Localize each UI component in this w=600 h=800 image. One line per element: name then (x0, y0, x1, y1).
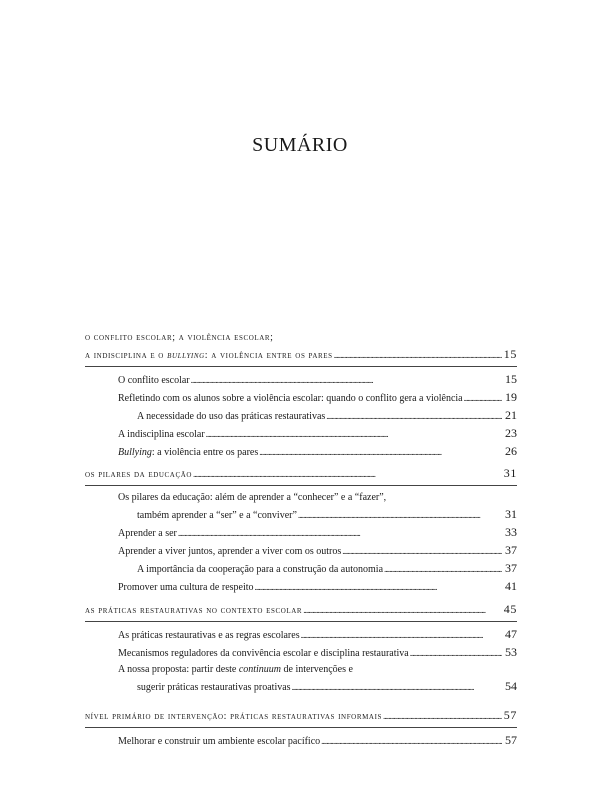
leader-dots (193, 466, 502, 483)
toc-entry[interactable] (85, 371, 517, 389)
leader-dots (334, 347, 502, 364)
entry-title: Aprender a viver juntos, aprender a viver com os outros (118, 546, 342, 557)
chapter-entry-1[interactable] (85, 346, 517, 364)
leader-dots (464, 390, 502, 407)
leader-dots (298, 507, 502, 524)
leader-dots (410, 645, 502, 662)
toc-entry[interactable] (85, 626, 517, 644)
page-number: 33 (505, 525, 517, 539)
page-number: 41 (505, 579, 517, 593)
page-number: 57 (503, 708, 517, 722)
leader-dots (301, 627, 502, 644)
chapter-title: as práticas restaurativas no contexto escolar (85, 605, 303, 616)
entry-title: Aprender a ser (118, 528, 177, 539)
page-number: 57 (505, 733, 517, 747)
divider (85, 621, 517, 622)
leader-dots (259, 444, 502, 461)
page-number: 21 (505, 408, 517, 422)
entry-title: Promover uma cultura de respeito (118, 582, 254, 593)
leader-dots (191, 372, 502, 389)
entry-title: A necessidade do uso das práticas restaurativas (137, 411, 326, 422)
leader-dots (321, 733, 502, 750)
page-number: 45 (503, 602, 517, 616)
page-number: 23 (505, 426, 517, 440)
toc-section-1 (85, 330, 517, 461)
toc-entry[interactable] (85, 578, 517, 596)
entry-title: Melhorar e construir um ambiente escolar pacífico (118, 736, 321, 747)
leader-dots (383, 708, 502, 725)
toc-section-2 (85, 465, 517, 596)
chapter-entry-4[interactable] (85, 707, 517, 725)
entry-title: Refletindo com os alunos sobre a violência escolar: quando o conflito gera a violência (118, 393, 463, 404)
entry-title: sugerir práticas restaurativas proativas (137, 682, 291, 693)
toc-section-3 (85, 601, 517, 696)
page-title: SUMÁRIO (252, 134, 348, 156)
leader-dots (255, 579, 502, 596)
page-number: 53 (505, 645, 517, 659)
toc-section-4 (85, 707, 517, 750)
toc-entry[interactable] (85, 678, 517, 696)
chapter-entry-3[interactable] (85, 601, 517, 619)
divider (85, 366, 517, 367)
page-number: 47 (505, 627, 517, 641)
page-number: 26 (505, 444, 517, 458)
entry-title-line1: A nossa proposta: partir deste continuum de intervenções e (118, 664, 353, 675)
chapter-title-line1: o conflito escolar; a violência escolar; (85, 332, 274, 343)
page-number: 31 (505, 507, 517, 521)
page-number: 15 (503, 347, 517, 361)
toc-entry[interactable] (85, 389, 517, 407)
page-number: 37 (505, 561, 517, 575)
entry-title: Bullying: a violência entre os pares (118, 447, 259, 458)
leader-dots (292, 679, 502, 696)
toc-entry[interactable] (85, 425, 517, 443)
entry-title: também aprender a “ser” e a “conviver” (137, 510, 297, 521)
toc-entry[interactable] (85, 506, 517, 524)
entry-title: A indisciplina escolar (118, 429, 205, 440)
leader-dots (206, 426, 502, 443)
page-number: 31 (503, 466, 517, 480)
divider (85, 485, 517, 486)
toc-entry[interactable] (85, 443, 517, 461)
chapter-title: nível primário de intervenção: práticas restaurativas informais (85, 711, 383, 722)
leader-dots (303, 602, 502, 619)
chapter-title-line2: a indisciplina e o bullying: a violência entre os pares (85, 350, 333, 361)
leader-dots (342, 543, 502, 560)
leader-dots (384, 561, 502, 578)
page-number: 54 (505, 679, 517, 693)
leader-dots (326, 408, 502, 425)
page-number: 19 (505, 390, 517, 404)
toc-entry[interactable] (85, 560, 517, 578)
divider (85, 727, 517, 728)
chapter-title: os pilares da educação (85, 469, 193, 480)
page-number: 37 (505, 543, 517, 557)
toc-entry[interactable] (85, 644, 517, 662)
entry-title: O conflito escolar (118, 375, 190, 386)
toc-entry[interactable] (85, 732, 517, 750)
toc-entry[interactable] (85, 542, 517, 560)
toc-entry[interactable] (85, 524, 517, 542)
entry-title: As práticas restaurativas e as regras escolares (118, 630, 300, 641)
entry-title-line1: Os pilares da educação: além de aprender a “conhecer” e a “fazer”, (118, 492, 387, 503)
entry-title: Mecanismos reguladores da convivência escolar e disciplina restaurativa (118, 648, 409, 659)
page-number: 15 (505, 372, 517, 386)
leader-dots (178, 525, 502, 542)
toc-entry[interactable] (85, 407, 517, 425)
chapter-entry-2[interactable] (85, 465, 517, 483)
entry-title: A importância da cooperação para a construção da autonomia (137, 564, 384, 575)
